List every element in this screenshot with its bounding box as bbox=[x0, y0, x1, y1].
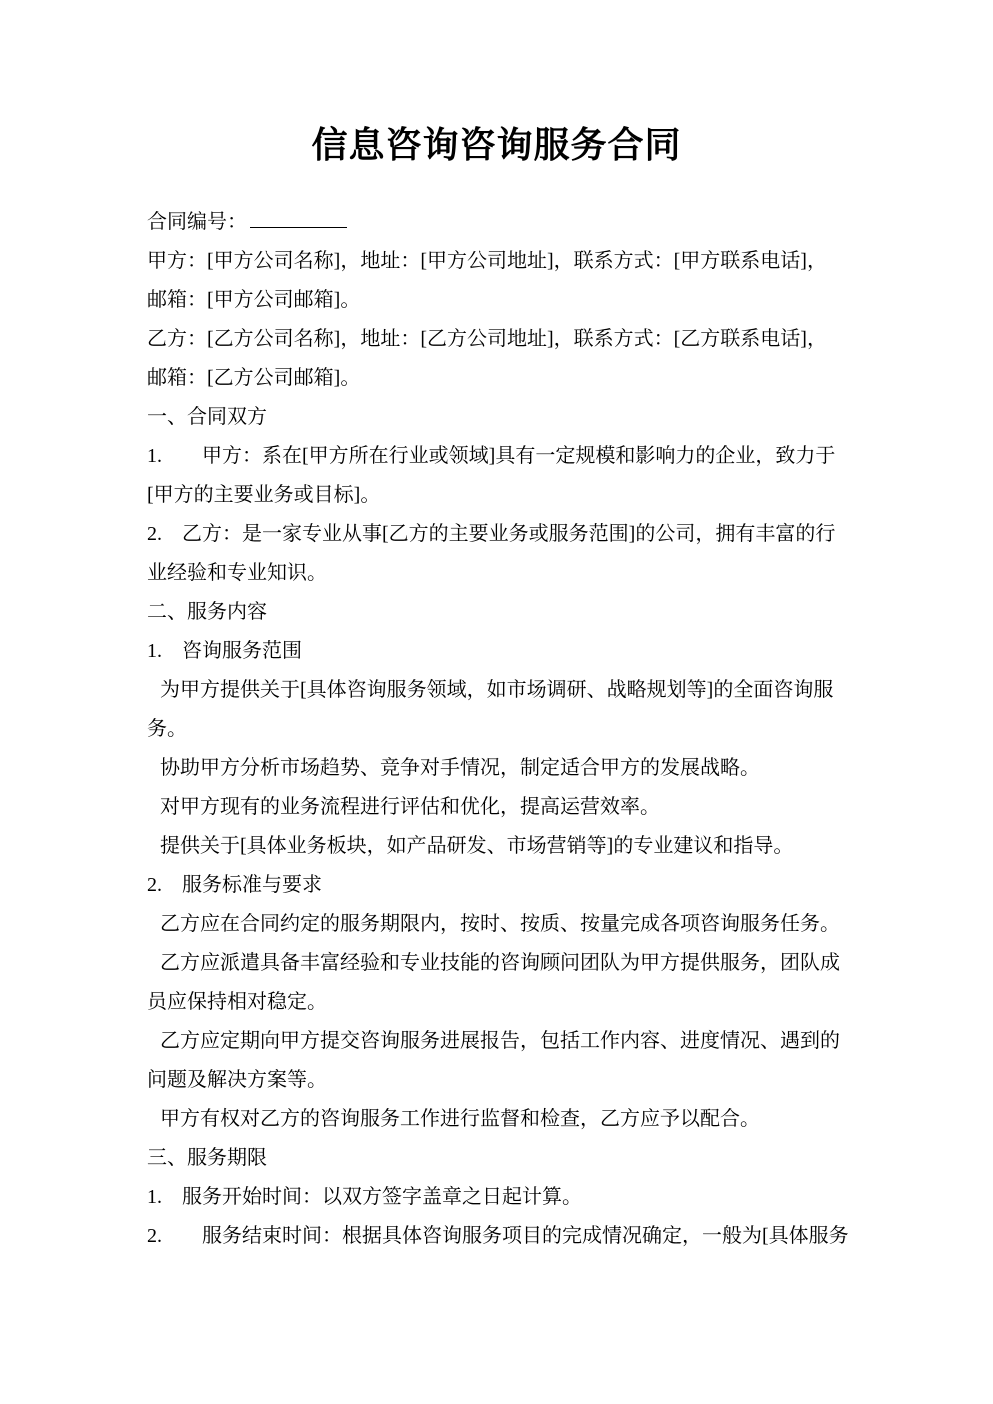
text-line bbox=[147, 944, 859, 983]
line-text: 员应保持相对稳定。 bbox=[147, 991, 327, 1013]
line-text: 提供关于[具体业务板块，如产品研发、市场营销等]的专业建议和指导。 bbox=[160, 835, 794, 857]
line-text: 2. 乙方：是一家专业从事[乙方的主要业务或服务范围]的公司，拥有丰富的行 bbox=[147, 523, 836, 545]
line-text: 二、服务内容 bbox=[147, 601, 267, 623]
text-line bbox=[147, 1022, 859, 1061]
text-line bbox=[147, 1217, 859, 1256]
document-title: 信息咨询咨询服务合同 bbox=[311, 125, 682, 165]
text-line bbox=[147, 359, 859, 398]
line-text: 乙方：[乙方公司名称]，地址：[乙方公司地址]，联系方式：[乙方联系电话]， bbox=[147, 328, 827, 350]
line-text: 邮箱：[乙方公司邮箱]。 bbox=[147, 367, 361, 389]
line-text: 1. 服务开始时间：以双方签字盖章之日起计算。 bbox=[147, 1186, 582, 1208]
text-line bbox=[147, 983, 859, 1022]
line-text: 邮箱：[甲方公司邮箱]。 bbox=[147, 289, 361, 311]
line-text: 乙方应派遣具备丰富经验和专业技能的咨询顾问团队为甲方提供服务，团队成 bbox=[160, 952, 840, 974]
text-line bbox=[147, 710, 859, 749]
text-line bbox=[147, 1178, 859, 1217]
line-text: 务。 bbox=[147, 718, 187, 740]
text-line bbox=[147, 398, 859, 437]
text-line bbox=[147, 554, 859, 593]
text-line bbox=[147, 749, 859, 788]
line-text: [甲方的主要业务或目标]。 bbox=[147, 484, 381, 506]
line-text: 甲方：[甲方公司名称]，地址：[甲方公司地址]，联系方式：[甲方联系电话]， bbox=[147, 250, 827, 272]
line-text: 合同编号： bbox=[147, 211, 247, 233]
text-line bbox=[147, 1139, 859, 1178]
line-text: 一、合同双方 bbox=[147, 406, 267, 428]
text-line bbox=[147, 788, 859, 827]
line-text: 业经验和专业知识。 bbox=[147, 562, 327, 584]
text-line bbox=[147, 1061, 859, 1100]
line-text: 乙方应在合同约定的服务期限内，按时、按质、按量完成各项咨询服务任务。 bbox=[160, 913, 840, 935]
text-line bbox=[147, 320, 859, 359]
document-body bbox=[147, 203, 859, 1256]
line-text: 1. 甲方：系在[甲方所在行业或领域]具有一定规模和影响力的企业，致力于 bbox=[147, 445, 836, 467]
text-line bbox=[147, 1100, 859, 1139]
line-text: 对甲方现有的业务流程进行评估和优化，提高运营效率。 bbox=[160, 796, 660, 818]
line-text: 为甲方提供关于[具体咨询服务领域，如市场调研、战略规划等]的全面咨询服 bbox=[160, 679, 834, 701]
text-line bbox=[147, 476, 859, 515]
text-line bbox=[147, 866, 859, 905]
line-text: 甲方有权对乙方的咨询服务工作进行监督和检查，乙方应予以配合。 bbox=[160, 1108, 760, 1130]
line-text: 协助甲方分析市场趋势、竞争对手情况，制定适合甲方的发展战略。 bbox=[160, 757, 760, 779]
line-text: 问题及解决方案等。 bbox=[147, 1069, 327, 1091]
line-text: 1. 咨询服务范围 bbox=[147, 640, 302, 662]
text-line bbox=[147, 827, 859, 866]
text-line bbox=[147, 671, 859, 710]
contract-number-line bbox=[147, 203, 859, 242]
text-line bbox=[147, 632, 859, 671]
line-text: 三、服务期限 bbox=[147, 1147, 267, 1169]
line-text: 乙方应定期向甲方提交咨询服务进展报告，包括工作内容、进度情况、遇到的 bbox=[160, 1030, 840, 1052]
text-line bbox=[147, 515, 859, 554]
line-text: 2. 服务结束时间：根据具体咨询服务项目的完成情况确定，一般为[具体服务 bbox=[147, 1225, 849, 1247]
text-line bbox=[147, 242, 859, 281]
text-line bbox=[147, 593, 859, 632]
text-line bbox=[147, 905, 859, 944]
text-line bbox=[147, 281, 859, 320]
line-text: 2. 服务标准与要求 bbox=[147, 874, 322, 896]
contract-number-blank-line bbox=[250, 203, 347, 228]
text-line bbox=[147, 437, 859, 476]
